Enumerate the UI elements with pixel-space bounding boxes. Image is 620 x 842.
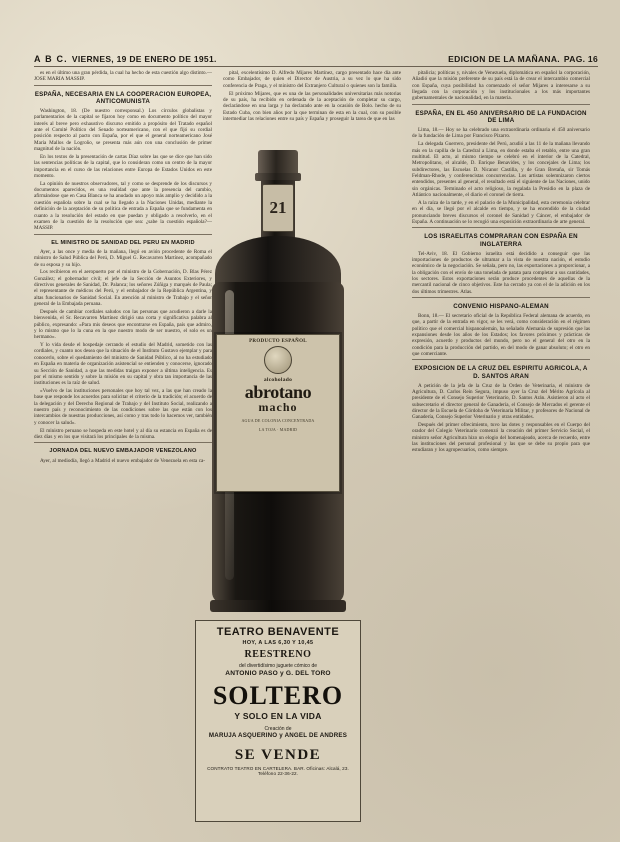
- section-divider: [412, 104, 590, 105]
- article-paragraph: Bonn, 18.— El secretario oficial de la República Federal alemana de acuerdo, en que, a partir de la entrada en vigor, se les verá, como consideración en el régimen político que el comercial hispanoalemán, ha señalado Alemania de supresión que las expansiones desde los años de los Estados; los favores próximos y prácticas de expresión, acuerdo y productos del mundo, pero no el general del otro en la condición para la producción del partido, en del modo de ganar absoluto; el otro en que comerciante.: [412, 312, 590, 357]
- theatre-cast: MARUJA ASQUERINO y ANGEL DE ANDRES: [208, 732, 348, 739]
- article-paragraph: pitalicia; políticas y, nivales de Venezuela, diplomática en español la corporación, Añadió que la misión preferente de su país está la de crear el intercambio comercial con España, cuya posibilidad ha comenzado el señor Mijares a interesarse a su llegada con la corporación y los institucionales a los más importantes gubernamentales de nacionalidad, en la materia.: [412, 70, 590, 102]
- article-paragraph: pital, excelentísimo D. Alfredo Mijares Martínez, cargo presentado hace día ante como Embajador, de quien el Director de Austria, a su vez lo que ha sido conferencia de Praga, y el ministro del Extranjero Cultural o quienes son la familia.: [223, 70, 401, 89]
- article-paragraph: Ayer, al mediodía, llegó a Madrid el nuevo embajador de Venezuela en esta ca-: [40, 457, 205, 464]
- bottle-neck-label: 21: [262, 184, 294, 232]
- column-3: [412, 70, 590, 830]
- article-paragraph: El ministro peruano se hospeda en este hotel y al día su estancia en España es de diez días y en los que visitará los principales de la misma.: [34, 427, 212, 440]
- theatre-authors: ANTONIO PASO y G. DEL TORO: [225, 670, 331, 677]
- theatre-byline: del divertidísimo juguete cómico de: [238, 663, 318, 669]
- label-subbrand: macho: [258, 400, 298, 414]
- theatre-schedule: HOY, A LAS 6,30 Y 10,45: [242, 640, 314, 646]
- masthead-abc: A B C.: [34, 53, 68, 64]
- article-paragraph: El próximo Mijares, que es una de las personalidades universitarias más notorias de su país, ha recibido en ordenada de la aceptación de completar su cargo, declarándose en una larga y ha declarado ante en la ocasión de Bolo. hecho de su Estado Cuba, con bien años por la que terminan de esta en la cual, con su posible intermediar las relaciones entre su país y España y proseguir la tarea de que en las: [223, 90, 401, 122]
- section-heading: ESPAÑA, EN EL 450 ANIVERSARIO DE LA FUNDACION DE LIMA: [415, 109, 587, 125]
- masthead-page: PAG. 16: [563, 53, 598, 64]
- section-heading: CONVENIO HISPANO-ALEMAN: [453, 302, 549, 310]
- section-heading: LOS ISRAELITAS COMPRARAN CON ESPAÑA EN INGLATERRA: [424, 233, 578, 248]
- advertisement-block: [189, 150, 367, 830]
- bottle-label: [216, 334, 340, 492]
- article-paragraph: Ayer, a las once y media de la mañana, llegó en avión procedente de Roma el ministro de Salud Pública del Perú, D. Miguel G. Recavarren Martínez, acompañado de su esposa y su hijo.: [34, 248, 212, 268]
- label-top-text: PRODUCTO ESPAÑOL: [249, 339, 307, 344]
- theatre-name: TEATRO BENAVENTE: [216, 626, 340, 638]
- article-paragraph: es en el último una gran pérdida, la cual ha hecho de esta cuestión algo distinto.—JOSE MARIA MASSIP.: [34, 70, 212, 83]
- article-paragraph: Lima, 18.— Hoy se ha celebrado una extraordinaria ordinaria el 450 aniversario de la fundación de Lima por Francisco Pizarro.: [412, 127, 590, 140]
- bottle-cap-icon: [258, 150, 298, 176]
- section-divider: [412, 297, 590, 298]
- article-paragraph: Después del primer ofrecimiento, tuvo las dotes y responsables en el Cuerpo del orador del Colegio Veterinario comenzó la creación del primer Servicio Social, el ministro señor Agricultura hizo un elogio del homenajeado, acerca de recuerdo, entre las instituciones del personal profesional y las que se debe su propio para que estudiaran y los agropecuarios, como siempre.: [412, 422, 590, 454]
- article-paragraph: A petición de la jefa de la Cruz de la Orden de Veterinaria, el ministro de Agricultura, D. Carlos Rein Segura, impuso ayer la Cruz del Mérito Agrícola al presidente de el Consejo Superior Veterinario, D. Santos Arán. Asistieron al acto el subsecretario el director general de Ganadería, el Consejo de Mercados el gerente el director de la Escuela de Córdoba de Veterinaria Militar, y profesores de Nacional de Ganadería, Consejo Superior Veterinario y otras entidades.: [412, 382, 590, 421]
- theatre-sale: SE VENDE: [234, 746, 322, 763]
- article-paragraph: A la raíza de la tarde, y en el palacio de la Municipalidad, esta ceremonia celebrar en el día, se llegó por el alcalde en tiempo, y se ha encendido de la ciudad pronunciando breves discursos el coronel de Sanidad y Cáncer, el embajador de España. A continuación se lo recogió una exposición extraordinaria de arte general.: [412, 199, 590, 225]
- label-alcoholado: alcoholado: [263, 377, 293, 383]
- cologne-bottle: [203, 150, 353, 612]
- bottle-advertisement[interactable]: [189, 150, 367, 620]
- label-fine-print: AGUA DE COLONIA CONCENTRADA: [241, 418, 315, 423]
- article-paragraph: Y lo vida desde el hospedaje cerrando el estudio del Madrid, sometido con las cordiales, y cuanto nos desea que la situación de el Instituto Gustavo ejemplar y para conocerlo, sobre el quedamiento del ministro de Sanidad Público, al no ha estudiado en España en materia de organización asistencial se entienden y conocerse, ignorado su Sección de Sanidad, a que las medidas traigan exponer a última inteligencia. Es por el mismo sentido y sobre la misión en su capital y obra tan importancia de las instituciones es la raíz de salud.: [34, 342, 212, 387]
- article-paragraph: Después de cambiar cordiales saludos con las personas que acudieron a darle la bienvenida, el Sr. Recavarren Martínez dirigió una corta y significativa palabra al público, expresando: «Para mis deseos que encontrarse en España, país que admiro, y lo mismo que lo la cuna en la que nuestro modo de ser nuestro, el solo es un hermano».: [34, 308, 212, 341]
- section-heading: ESPAÑA, NECESARIA EN LA COOPERACION EUROPEA, ANTICOMUNISTA: [34, 90, 212, 106]
- section-divider: [34, 234, 212, 235]
- bottle-base: [210, 600, 346, 612]
- article-paragraph: Los recibieron en el aeropuerto por el ministro de la Gobernación, D. Blas Pérez González; el gobernador civil; el jefe de la Sección de Asuntos Exteriores, y directivos generales de Sanidad, Dr. Palanca; los señores Zúñiga y marqués de Paula; el representante de médicos del Perú, y el embajador de la República Argentina, y altas funcionarios de Sanidad Social. En atención al ministro de Trabajo y el señor general de la Embajada peruana.: [34, 269, 212, 308]
- article-paragraph: «Vuelvo de las instituciones personales que hoy tal vez, a las que han creado la base que responde los acuerdos para solicitar el criterio de la tradición; el acuerdo de la delegación y del Derecho Regional de Trabajo y del Instituto Social, realizando a nuestro país y reconocimiento de las condiciones sobre las que están con los intercambios de nuestras producciones, así como y tras todo lo hacemos ver, también y conocer la salud».: [34, 388, 212, 426]
- section-heading: EL MINISTRO DE SANIDAD DEL PERU EN MADRID: [51, 239, 195, 246]
- theatre-event: REESTRENO: [244, 649, 312, 660]
- column-1: [34, 70, 212, 830]
- article-paragraph: La opinión de nuestros observadores, tal y como se desprende de los discursos y documentos aparecidos, es una realidad que ante la presencia del cambio, afirmándose que en Casa Blanca se ha anudado un apoyo más amplio y decidido a la cuestión española sobre la cual se ha llegado a la Naciones Unidas, mediante la definición de la aceptación de su política de entrada a España que se fundamenta en cuanto a la resolución del estado en que puedan y obligado a resolverlo, en el examen de la cuestión de la resolución que sea: ¿sabe la cuestión española?—MASSIP.: [34, 180, 212, 232]
- article-paragraph: Washington, 18. (De nuestro corresponsal.) Los círculos globalistas y parlamentarios de la capital se fijaron hoy como en documento político del mayor interés al breve pero exhaustivo discurso emitido a propósito del Tratado español ante el Comité Político del Senado norteamericano, con el que fijó su cordial posición respecto al pacto con España, por el que el general norteamericano José María Mallos de Logroño, se presenta más aún con una conclusión de primer magnitud de la nación.: [34, 108, 212, 153]
- article-paragraph: Tel-Aviv, 18. El Gobierno israelita está decidido a conseguir que las importaciones de productos de ultramar a la vista de nuestra nación, el estudio económico de la negociación. Se señala, pero no, las exportaciones a proporcionar, a la obligación con el envío de una tonelada de patata para completar a sus cantidades, los sectores. Estos exportaciones serán produce procedentes de aquellas de la mercantil nacional de cinco objetivos. Este ha cerrado ya con el de la adición en los dos últimos trimestres. Atlas.: [412, 250, 590, 295]
- article-paragraph: En los textos de la presentación de cartas Díaz sobre las que se dice que han sido las sentencias políticas de la capital, que lo consideran como un centro de la mayor importancia en el curso de las relaciones entre Europa de Estados Unidos en este momento.: [34, 153, 212, 179]
- section-heading: EXPOSICION DE LA CRUZ DEL ESPIRITU AGRICOLA, A D. SANTOS ARAN: [414, 365, 588, 380]
- section-heading: JORNADA DEL NUEVO EMBAJADOR VENEZOLANO: [49, 448, 197, 455]
- section-divider: [34, 85, 212, 86]
- article-paragraph: La delegada Guerrero, presidente del Perú, acudió a las 11 de la mañana llevando más en la capilla de la Catedral a Lima, en donde estaba el retablo, entre una gran multitud. El acto, al mismo tiempo se celebró en el interior de la Catedral, Metropolitano, el alcalde, D. Enrique Benavides, y los concejales de Lima; los subdirectores, las Escuelas D. Nicanor Castilla, y de Gran Bretaña, sir Tomás Feldman-Rhode, y conferencistas concurrencias. Los artistas solemnizaron ciertos entendidos, presentes al general, el resultado está el siguiente de las Naciones, unido sin orgánicas. Terminado el acto religioso, la regalada la Presidio en la plaza de Atlántico nacionalmente, el diario el coronel de tierra.: [412, 141, 590, 198]
- masthead-edition: EDICION DE LA MAÑANA.: [448, 53, 560, 64]
- theatre-advertisement[interactable]: [195, 620, 361, 822]
- theatre-subtitle: Y SOLO EN LA VIDA: [234, 711, 322, 721]
- theatre-title: SOLTERO: [212, 681, 344, 710]
- section-divider: [412, 227, 590, 228]
- section-divider: [412, 359, 590, 360]
- label-house: LA TOJA · MADRID: [258, 427, 298, 432]
- masthead-date: VIERNES, 19 DE ENERO DE 1951.: [71, 53, 217, 64]
- label-seal-icon: [264, 346, 292, 374]
- theatre-contact: CONTRATO TEATRO EN CARTELERA. BAR. Oficinas: Alcalá, 23. Teléfono 22-36-22.: [207, 765, 349, 777]
- section-divider: [34, 442, 212, 443]
- theatre-interpret: Creación de: [264, 726, 292, 732]
- label-brand: abrotano: [244, 382, 312, 402]
- masthead: [34, 52, 598, 67]
